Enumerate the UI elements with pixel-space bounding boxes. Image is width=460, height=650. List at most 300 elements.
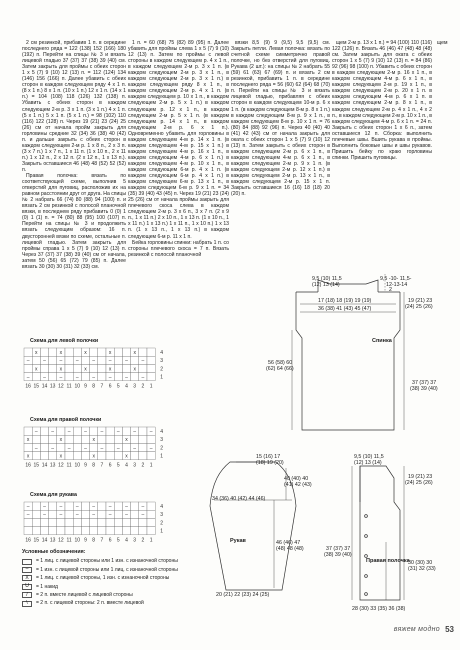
chart-cell bbox=[49, 348, 57, 356]
chart-row-label: 3 bbox=[160, 512, 163, 519]
chart-cell bbox=[65, 527, 73, 535]
chart-cell bbox=[73, 443, 81, 451]
chart-cell bbox=[106, 427, 114, 435]
stitch-chart-right-front bbox=[22, 423, 172, 489]
back-armhole-label: 19 (21) 23 bbox=[408, 298, 433, 304]
stitch-symbol: – bbox=[59, 374, 63, 381]
front-armhole-label-2: (24) 25 (26) bbox=[405, 480, 433, 486]
paragraph-assembly: щем 2-м р. 13 x 1 п.) = 94 (100) 110 (116) 122 (126) п. Вязать 46 (46) 47 (48) 48 (48) см. Затем закрыть для оката с обеих сторон 1 x 5 (7) 9 (10) 12 (13) п. = 84 (86) 92 (96) 98 (100) п. Убавить с обеих сторон в каждом следующем 2-м р. 16 x 1 п., в каждом следующем 4-м р. 6 x 1 п., в каждом следующем 2-м р. 19 x 1 п., в каждом следующем 2-м р. 20 x 1 п. в каждом следующем 4-м р. 6 x 1 п. в каждом следующем 2-м р. 8 x 1 п., в каждом следующем 2-м р. 4 x 1 п., 4 x 2 п., в каждом следующем 2-м р. 10 x 1 п., в каждом следующем 4-м р. 6 x 1 п. = 24 п. Закрыть с обеих сторон 1 x 6 п., затем оставшиеся 12 п. Сборка: выполнить плечевые швы. Вшить рукава в проймы. Выполнить боковые швы и швы рукавов. Пришить бейку по краю горловины спинки. Пришить пуговицы. bbox=[332, 40, 433, 161]
chart-cell bbox=[49, 356, 57, 364]
chart-column-label: 11 bbox=[66, 383, 72, 390]
chart-cell bbox=[114, 373, 122, 381]
chart-column-label: 10 bbox=[74, 462, 81, 469]
chart-cell bbox=[24, 348, 32, 356]
cross-symbol-icon: X bbox=[22, 575, 32, 581]
legend-text: = 1 лиц. с лицевой стороны или 1 изн. с изнаночной стороны bbox=[36, 558, 178, 565]
paragraph-overflow: щем bbox=[437, 40, 448, 46]
stitch-symbol: – bbox=[108, 503, 112, 510]
chart-cell bbox=[40, 518, 48, 526]
legend-text: = 2 п. вместе лицевой с лицевой стороны bbox=[36, 591, 133, 598]
chart-cell bbox=[122, 348, 130, 356]
chart-title-sleeve: Схема для рукава bbox=[30, 492, 77, 498]
stitch-symbol: – bbox=[125, 503, 128, 510]
chart-cell bbox=[139, 452, 147, 460]
chart-cell bbox=[114, 518, 122, 526]
stitch-symbol: – bbox=[51, 445, 55, 452]
chart-cell bbox=[40, 527, 48, 535]
legend-text: = 1 лиц. с лицевой стороны, 1 изн. с изнаночной стороны bbox=[36, 575, 170, 582]
chart-cell bbox=[147, 364, 155, 372]
chart-cell bbox=[65, 452, 73, 460]
chart-cell bbox=[24, 427, 32, 435]
chart-cell bbox=[65, 348, 73, 356]
chart-cell bbox=[90, 427, 98, 435]
chart-cell bbox=[98, 452, 106, 460]
chart-cell bbox=[131, 518, 139, 526]
sleeve-cap-width-label: 34 (36) 40 (42) 44 (46) bbox=[212, 496, 266, 502]
chart-column-label: 9 bbox=[84, 383, 87, 390]
chart-cell bbox=[40, 348, 48, 356]
back-neck-width-label-2: (12) 13 (14) bbox=[312, 282, 340, 288]
legend-text: = 1 накид bbox=[36, 583, 58, 590]
chart-row-label: 1 bbox=[160, 374, 163, 381]
chart-cell bbox=[73, 348, 81, 356]
magazine-title: вяжем модно bbox=[393, 626, 440, 633]
chart-column-label: 7 bbox=[100, 462, 104, 469]
chart-column-label: 5 bbox=[116, 462, 120, 469]
chart-cell bbox=[65, 356, 73, 364]
back-side-label-2: (38) 39 (40) bbox=[410, 386, 438, 392]
chart-cell bbox=[90, 527, 98, 535]
chart-cell bbox=[122, 427, 130, 435]
chart-cell bbox=[24, 443, 32, 451]
chart-cell bbox=[32, 510, 40, 518]
chart-cell bbox=[90, 443, 98, 451]
front-armhole-label: 19 (21) 23 bbox=[408, 474, 433, 480]
sleeve-cap-side-label-2: (41) 42 (43) bbox=[284, 482, 312, 488]
chart-column-label: 9 bbox=[84, 537, 87, 544]
purl-symbol-icon: – bbox=[22, 567, 32, 573]
back-shoulder-label-2: 12-13-14 bbox=[386, 282, 408, 288]
stitch-symbol: – bbox=[92, 503, 96, 510]
chart-cell bbox=[139, 348, 147, 356]
front-hem-label: 28 (30) 33 (35) 36 (38) bbox=[352, 606, 406, 612]
chart-cell bbox=[40, 435, 48, 443]
chart-column-label: 7 bbox=[100, 383, 104, 390]
chart-cell bbox=[114, 356, 122, 364]
chart-cell bbox=[90, 518, 98, 526]
chart-cell bbox=[32, 518, 40, 526]
chart-cell bbox=[57, 443, 65, 451]
chart-cell bbox=[106, 435, 114, 443]
chart-cell bbox=[40, 452, 48, 460]
sleeve-cap-side-label: 40 (40) 40 bbox=[284, 476, 309, 482]
garment-schematics bbox=[190, 270, 440, 630]
chart-cell bbox=[40, 443, 48, 451]
front-shoulder-label-2: (12) 13 (14) bbox=[354, 460, 382, 466]
chart-cell bbox=[131, 510, 139, 518]
stitch-symbol: x bbox=[108, 349, 112, 356]
chart-column-label: 13 bbox=[49, 462, 56, 469]
chart-cell bbox=[32, 502, 40, 510]
legend-title: Условные обозначения: bbox=[22, 549, 86, 555]
chart-row-label: 4 bbox=[160, 349, 163, 356]
chart-cell bbox=[57, 527, 65, 535]
front-length-label: 30 (30) 30 bbox=[408, 560, 433, 566]
stitch-symbol: x bbox=[59, 349, 63, 356]
chart-cell bbox=[57, 518, 65, 526]
chart-cell bbox=[32, 435, 40, 443]
chart-cell bbox=[106, 518, 114, 526]
chart-cell bbox=[106, 443, 114, 451]
front-shoulder-label: 9,5 (10) 11,5 bbox=[354, 454, 384, 460]
chart-column-label: 8 bbox=[92, 537, 96, 544]
chart-column-label: 5 bbox=[116, 537, 120, 544]
chart-column-label: 12 bbox=[58, 383, 64, 390]
stitch-symbol: – bbox=[149, 428, 153, 435]
chart-column-label: 4 bbox=[125, 462, 128, 469]
chart-cell bbox=[81, 527, 89, 535]
chart-column-label: 11 bbox=[66, 462, 72, 469]
stitch-symbol: – bbox=[141, 358, 145, 365]
chart-row-label: 4 bbox=[160, 503, 163, 510]
chart-column-label: 10 bbox=[74, 537, 81, 544]
back-hem-label-2: (62) 64 (66) bbox=[266, 366, 294, 372]
chart-row-label: 3 bbox=[160, 437, 163, 444]
stitch-symbol: x bbox=[26, 437, 30, 444]
stitch-chart-left-front bbox=[22, 344, 172, 410]
paragraph-right-front: Правая полочка: вязать по соответствующей схеме, выполнив 5 отверстий для пуговиц, расположив их на равном расстоянии друг от друга. На спицы № 2 набрать 66 (74) 80 (88) 94 (100) п. и вязать 2 см резинкой с полосой планочной вязки, в последнем ряду прибавить 0 (0) 1 (0) 1 (1) п. = 74 (80) 88 (95) 100 (107) п. Перейти на спицы № 3 и продолжить вязать следующим образом: 16 п. двусторонней вязки по схеме, остальные п. лицевой гладью. Затем закрыть для проймы справа 1 x 5 (7) 9 (10) 12 (13) п. Через 37 (37) 37 (38) 39 (40) см от начала, затем 50 (56) 65 (72) 79 (85) п. Далее вязать 30 (30) 30 (31) 32 (33) см. bbox=[22, 173, 126, 270]
chart-cell bbox=[147, 356, 155, 364]
chart-cell bbox=[24, 527, 32, 535]
chart-cell bbox=[49, 452, 57, 460]
text-column-1 bbox=[22, 40, 126, 330]
stitch-symbol: – bbox=[141, 512, 145, 519]
chart-column-label: 4 bbox=[125, 537, 128, 544]
stitch-symbol: – bbox=[141, 503, 145, 510]
stitch-symbol: x bbox=[133, 349, 136, 356]
chart-cell bbox=[98, 356, 106, 364]
text-column-5 bbox=[433, 40, 448, 240]
stitch-symbol: – bbox=[125, 374, 128, 381]
stitch-symbol: – bbox=[75, 512, 79, 519]
chart-row-label: 1 bbox=[160, 453, 163, 460]
sleeve-length-label-2: (48) 48 (48) bbox=[276, 546, 304, 552]
chart-cell bbox=[122, 518, 130, 526]
stitch-symbol: – bbox=[116, 445, 120, 452]
chart-cell bbox=[81, 373, 89, 381]
back-shoulder-label: 9,5 -10- 11,5- bbox=[380, 276, 412, 282]
stitch-symbol: – bbox=[92, 358, 96, 365]
chart-cell bbox=[49, 527, 57, 535]
stitch-symbol: x bbox=[125, 453, 128, 460]
paragraph-back-continued: 2 см резинкой, прибавив 1 п. в середине последнего ряда = 122 (138) 152 (166) 180 (192) п. Перейти на спицы № 3 и вязать лицевой гладью 37 (37) 37 (38) 39 (40) см. Затем закрыть для проймы с обеих сторон 1 x 5 (7) 9 (10) 12 (13) п. = 112 (124) 134 (146) 156 (166) п. Далее убавить с обеих сторон в каждом следующем ряду 4 x 1 п. (8 x 1 п.) 8 x 1 п. (10 x 1 п.) 12 x 1 п. (14 x 1 п.) = 104 (108) 118 (126) 132 (138) п. Убавить с обеих сторон в каждом следующем 2-м р. 3 x 1 п. (3 x 1 п.) 4 x 1 п. (5 x 1 п.) 5 x 1 п. (5 x 1 п.) = 98 (102) 110 (116) 122 (128) п. Через 19 (21) 23 (24) 25 (26) см от начала пройм закрыть для горловины средние 32 (34) 36 (38) 40 (42) п. и дальше закрыть с обеих сторон в каждом следующем 2-м р. 1 x 8 п., 2 x 3 п. (3 x 7 п.) 1 x 7 п., 1 x 11 п. (1 x 10 п., 2 x 11 п.) 1 x 12 п., 2 x 12 п. (2 x 12 п., 1 x 13 п.). Закрыть оставшиеся 46 (48) 48 (52) 52 (52) п. bbox=[22, 40, 126, 173]
chart-cell bbox=[98, 348, 106, 356]
stitch-symbol: – bbox=[43, 374, 46, 381]
stitch-symbol: – bbox=[149, 445, 153, 452]
chart-cell bbox=[147, 527, 155, 535]
chart-cell bbox=[131, 356, 139, 364]
chart-cell bbox=[32, 356, 40, 364]
chart-cell bbox=[32, 373, 40, 381]
chart-column-label: 13 bbox=[49, 383, 56, 390]
chart-cell bbox=[147, 502, 155, 510]
front-side-label-2: (38) 39 (40) bbox=[324, 552, 352, 558]
chart-cell bbox=[65, 364, 73, 372]
chart-column-label: 7 bbox=[100, 537, 104, 544]
stitch-symbol: – bbox=[116, 428, 120, 435]
chart-cell bbox=[81, 435, 89, 443]
stitch-symbol: x bbox=[35, 349, 38, 356]
ssk-icon: \ bbox=[22, 601, 32, 607]
chart-cell bbox=[139, 427, 147, 435]
page-number: 53 bbox=[445, 625, 454, 634]
chart-cell bbox=[65, 518, 73, 526]
back-armhole-label-2: (24) 25 (26) bbox=[405, 304, 433, 310]
stitch-symbol: – bbox=[26, 503, 30, 510]
stitch-symbol: – bbox=[100, 445, 104, 452]
front-length-label-2: (31) 32 (33) bbox=[408, 566, 436, 572]
chart-cell bbox=[73, 435, 81, 443]
chart-cell bbox=[65, 373, 73, 381]
stitch-symbol: x bbox=[59, 453, 63, 460]
stitch-symbol: – bbox=[75, 358, 79, 365]
chart-cell bbox=[122, 364, 130, 372]
stitch-symbol: – bbox=[59, 512, 63, 519]
chart-cell bbox=[106, 452, 114, 460]
chart-cell bbox=[90, 364, 98, 372]
stitch-symbol: – bbox=[34, 445, 38, 452]
chart-column-label: 15 bbox=[33, 462, 40, 469]
back-side-label: 37 (37) 37 bbox=[412, 380, 437, 386]
sleeve-label: Рукав bbox=[230, 538, 246, 544]
paragraph-neck-band: Бейка горловины спинки: набрать 1 п. со стороны плечевого скоса = 7 п. Вязать резинкой с полосой планочной bbox=[128, 239, 229, 258]
knit-symbol-icon bbox=[22, 559, 32, 565]
chart-row-label: 4 bbox=[160, 428, 163, 435]
back-chest-label: 36 (38) 41 (43) 45 (47) bbox=[318, 306, 372, 312]
stitch-symbol: – bbox=[133, 445, 137, 452]
sleeve-cap-top-label-2: (18) 19 (20) bbox=[256, 460, 284, 466]
chart-column-label: 13 bbox=[49, 537, 56, 544]
chart-cell bbox=[98, 518, 106, 526]
chart-cell bbox=[147, 373, 155, 381]
chart-cell bbox=[106, 527, 114, 535]
stitch-symbol: – bbox=[75, 374, 79, 381]
chart-cell bbox=[24, 364, 32, 372]
chart-cell bbox=[131, 435, 139, 443]
stitch-symbol: – bbox=[51, 428, 55, 435]
chart-column-label: 2 bbox=[141, 462, 145, 469]
chart-cell bbox=[90, 348, 98, 356]
chart-row-label: 2 bbox=[160, 520, 163, 527]
chart-cell bbox=[98, 502, 106, 510]
chart-column-label: 6 bbox=[108, 462, 112, 469]
chart-cell bbox=[139, 443, 147, 451]
stitch-symbol: x bbox=[108, 366, 112, 373]
chart-cell bbox=[40, 364, 48, 372]
chart-column-label: 5 bbox=[116, 383, 120, 390]
chart-cell bbox=[24, 518, 32, 526]
chart-column-label: 16 bbox=[25, 383, 31, 390]
chart-cell bbox=[73, 452, 81, 460]
yarn-over-icon: U bbox=[22, 584, 32, 590]
chart-column-label: 15 bbox=[33, 537, 40, 544]
chart-cell bbox=[32, 527, 40, 535]
chart-cell bbox=[114, 502, 122, 510]
chart-cell bbox=[98, 373, 106, 381]
chart-cell bbox=[114, 364, 122, 372]
stitch-chart-sleeve bbox=[22, 498, 172, 542]
chart-cell bbox=[147, 348, 155, 356]
chart-cell bbox=[65, 502, 73, 510]
chart-column-label: 8 bbox=[92, 462, 96, 469]
chart-title-left-front: Схема для левой полочки bbox=[30, 338, 99, 344]
chart-cell bbox=[49, 373, 57, 381]
stitch-symbol: – bbox=[92, 512, 96, 519]
stitch-symbol: – bbox=[67, 445, 71, 452]
back-shoulder-width-label: 17 (18) 18 (19) 19 (19) bbox=[318, 298, 372, 304]
chart-cell bbox=[49, 364, 57, 372]
right-front-outline bbox=[360, 466, 400, 600]
chart-cell bbox=[81, 502, 89, 510]
paragraph-left-front-sleeves: вязки 8,5 (9) 9 (9,5) 9,5 (9,5) см. Закрыть петли. Левая полочка: вязать по счетной схеме симметрично правой полочке, но без отверстий для пуговиц. Рукава (2 шт.): на спицы № 2 набрать 55 (59) 61 (63) 67 (69) п. и вязать 2 см резинкой, прибавить 1 п. в середине последнего ряда = 56 (60) 62 (64) 68 (70) п. Перейти на спицы № 3 и вязать лицевой гладью, прибавляя с обеих сторон в каждом следующем 10-м р. 6 x 1 п. (в каждом следующем 8-м р. 8 x 1 п.) в каждом следующем 8-м р. 9 x 1 п., в каждом следующем 8-м р. 10 x 1 п. = 76 (80) 84 (88) 92 (96) п. Через 40 (40) 40 (41) 42 (43) см от начала закрыть для оката с обеих сторон 1 x 5 (7) 9 (10) 12 (13) п. Затем закрыть с обеих сторон в каждом следующем 2-м р. 6 x 1 п., в каждом следующем 4-м р. 6 x 1 п., в каждом следующем 2-м р. 9 x 1 п. (в каждом следующем 2-м р. 12 x 1 п.) в каждом следующем 2-м р. 13 x 1 п., в каждом следующем 2-м р. 15 x 1 п. Закрыть оставшиеся 16 (16) 18 (18) 20 (20) п. bbox=[231, 40, 330, 198]
stitch-symbol: – bbox=[43, 503, 46, 510]
sleeve-cap-top-label: 15 (16) 17 bbox=[256, 454, 281, 460]
chart-cell bbox=[49, 435, 57, 443]
chart-column-label: 12 bbox=[58, 537, 64, 544]
chart-column-label: 12 bbox=[58, 462, 64, 469]
chart-column-label: 15 bbox=[33, 383, 40, 390]
chart-cell bbox=[114, 348, 122, 356]
text-column-4 bbox=[332, 40, 432, 280]
chart-column-label: 3 bbox=[133, 537, 137, 544]
chart-cell bbox=[139, 364, 147, 372]
stitch-symbol: – bbox=[125, 358, 128, 365]
chart-cell bbox=[131, 452, 139, 460]
stitch-symbol: x bbox=[84, 366, 87, 373]
back-neck-width-label: 9,5 (10) 11,5 bbox=[312, 276, 342, 282]
chart-cell bbox=[147, 435, 155, 443]
chart-title-right-front: Схема для правой полочки bbox=[30, 417, 102, 423]
chart-cell bbox=[81, 518, 89, 526]
chart-column-label: 3 bbox=[133, 383, 137, 390]
stitch-symbol: – bbox=[59, 358, 63, 365]
chart-cell bbox=[65, 510, 73, 518]
stitch-symbol: – bbox=[67, 428, 71, 435]
chart-column-label: 1 bbox=[149, 383, 153, 390]
chart-cell bbox=[131, 527, 139, 535]
stitch-symbol: – bbox=[133, 428, 137, 435]
back-label: Спинка bbox=[372, 338, 392, 344]
stitch-symbol: – bbox=[84, 428, 87, 435]
chart-column-label: 14 bbox=[41, 383, 48, 390]
chart-cell bbox=[131, 502, 139, 510]
chart-column-label: 2 bbox=[141, 537, 145, 544]
stitch-symbol: x bbox=[92, 437, 95, 444]
chart-column-label: 4 bbox=[125, 383, 128, 390]
chart-cell bbox=[139, 527, 147, 535]
chart-cell bbox=[40, 427, 48, 435]
stitch-symbol: – bbox=[43, 358, 46, 365]
stitch-symbol: – bbox=[34, 428, 38, 435]
chart-column-label: 1 bbox=[149, 537, 153, 544]
chart-cell bbox=[49, 518, 57, 526]
chart-cell bbox=[73, 527, 81, 535]
stitch-symbol: x bbox=[133, 366, 136, 373]
text-column-3 bbox=[231, 40, 330, 300]
chart-column-label: 6 bbox=[108, 383, 112, 390]
chart-row-label: 2 bbox=[160, 366, 163, 373]
front-side-label: 37 (37) 37 bbox=[326, 546, 351, 552]
stitch-symbol: – bbox=[43, 512, 46, 519]
chart-column-label: 14 bbox=[41, 462, 48, 469]
chart-cell bbox=[81, 356, 89, 364]
stitch-symbol: – bbox=[26, 358, 30, 365]
chart-column-label: 11 bbox=[66, 537, 72, 544]
front-label: Правая полочка bbox=[366, 558, 410, 564]
chart-cell bbox=[81, 452, 89, 460]
legend-text: = 1 изн. с лицевой стороны или 1 лиц. с изнаночной стороны bbox=[36, 566, 178, 573]
chart-column-label: 3 bbox=[133, 462, 137, 469]
chart-cell bbox=[98, 510, 106, 518]
stitch-symbol: x bbox=[26, 453, 30, 460]
chart-cell bbox=[122, 443, 130, 451]
chart-cell bbox=[81, 510, 89, 518]
stitch-symbol: – bbox=[108, 358, 112, 365]
chart-cell bbox=[147, 452, 155, 460]
stitch-symbol: – bbox=[84, 445, 87, 452]
stitch-symbol: – bbox=[59, 503, 63, 510]
stitch-symbol: – bbox=[75, 503, 79, 510]
stitch-symbol: x bbox=[92, 453, 95, 460]
sleeve-length-label: 46 (46) 47 bbox=[276, 540, 301, 546]
chart-cell bbox=[114, 435, 122, 443]
chart-cell bbox=[139, 518, 147, 526]
stitch-symbol: – bbox=[92, 374, 96, 381]
paragraph-right-front-continued: 1 п. = 60 (68) 75 (82) 89 (95) п. Далее убавить для проймы слева 1 x 5 (7) 9 (10) 12 (13) п. Затем по проймы с левой стороны в каждом следующем р. 4 x 1 п., в каждом следующем 2-м р. 3 x 1 п. (в каждом следующем 2-м р. 3 x 1 п., в каждом следующем 2-м р. 3 x 1 п.) в каждом следующем ряду 8 x 1 п., в каждом следующем 2-м р. 4 x 1 п. (в каждом следующем р. 10 x 1 п., в каждом следующем 2-м р. 5 x 1 п.) в каждом следующем р. 12 x 1 п., в каждом следующем 2-м р. 5 x 1 п. (в каждом следующем р. 14 x 1 п., в каждом следующем 2-м р. 6 x 1 п.). Одновременно убавить для горловины в каждом следующем 4-м р. 14 x 1 п. (в каждом следующем 4-м р. 15 x 1 п.) в каждом следующем 4-м р. 16 x 1 п., в каждом следующем 4-м р. 6 x 1 п.) в каждом следующем 4-м р. 10 x 1 п., в каждом следующем 6-м р. 4 x 1 п. (в каждом следующем 6-м р. 4 x 1 п.) в каждом следующем 6-м р. 13 x 1 п., в каждом следующем 6-м р. 9 x 1 п. = 34 (35) 39 (40) 43 (45) п. Через 19 (21) 23 (24) 25 (26) см от начала проймы закрыть для плечевого скоса слева в каждом следующем 2-м р. 3 x 6 п., 3 x 7 п. (2 x 9 п., 1 x 11 п.) 2 x 10 п., 1 x 13 п. (1 x 10 п., 1 x 11 п.) 1 x 13 п.) 1 x 11 п., 1 x 10 п.) 1 x 13 п. (1 x 13 п., 1 x 13 п.) в каждом следующем 6-м р. 11 x 1 п. bbox=[128, 40, 229, 240]
stitch-symbol: – bbox=[108, 512, 112, 519]
chart-cell bbox=[122, 527, 130, 535]
k2tog-icon: / bbox=[22, 592, 32, 598]
chart-cell bbox=[98, 364, 106, 372]
chart-cell bbox=[73, 427, 81, 435]
chart-cell bbox=[49, 510, 57, 518]
sleeve-cuff-label: 20 (21) 22 (23) 24 (25) bbox=[216, 592, 270, 598]
chart-column-label: 16 bbox=[25, 462, 31, 469]
chart-cell bbox=[57, 427, 65, 435]
stitch-symbol: x bbox=[59, 437, 63, 444]
chart-cell bbox=[114, 452, 122, 460]
chart-column-label: 14 bbox=[41, 537, 48, 544]
chart-cell bbox=[73, 518, 81, 526]
chart-cell bbox=[139, 435, 147, 443]
legend-text: = 2 п. с лицевой стороны: 2 п. вместе лицевой bbox=[36, 600, 144, 607]
chart-cell bbox=[114, 510, 122, 518]
chart-column-label: 2 bbox=[141, 383, 145, 390]
chart-cell bbox=[131, 373, 139, 381]
chart-column-label: 9 bbox=[84, 462, 87, 469]
chart-cell bbox=[98, 435, 106, 443]
stitch-symbol: – bbox=[26, 512, 30, 519]
stitch-symbol: – bbox=[100, 428, 104, 435]
chart-row-label: 2 bbox=[160, 445, 163, 452]
stitch-symbol: x bbox=[125, 437, 128, 444]
stitch-symbol: – bbox=[125, 512, 128, 519]
chart-cell bbox=[73, 364, 81, 372]
chart-cell bbox=[49, 502, 57, 510]
chart-column-label: 6 bbox=[108, 537, 112, 544]
stitch-symbol: – bbox=[141, 374, 145, 381]
